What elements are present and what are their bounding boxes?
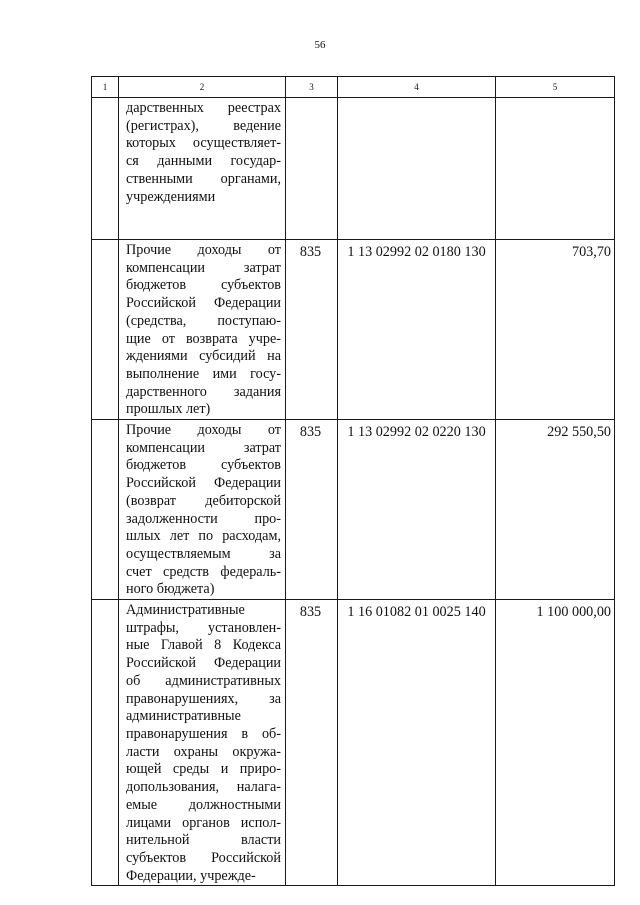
description-line: (возврат дебиторской bbox=[126, 492, 281, 509]
amount-cell: 703,70 bbox=[496, 240, 615, 420]
description-line: правонарушениях, за bbox=[126, 690, 281, 707]
description-line: ся данными государ- bbox=[126, 153, 281, 170]
revenue-table bbox=[91, 76, 615, 886]
budget-classification-code-cell: 1 13 02992 02 0180 130 bbox=[338, 240, 496, 420]
description-line: прошлых лет) bbox=[126, 401, 211, 418]
administrator-code-cell: 835 bbox=[286, 240, 338, 420]
header-col-4: 4 bbox=[338, 77, 496, 98]
description-line: выполнение ими госу- bbox=[126, 365, 281, 382]
row-number-cell bbox=[92, 420, 119, 600]
budget-classification-code-cell bbox=[338, 98, 496, 240]
description-line: бюджетов субъектов bbox=[126, 457, 281, 474]
table-row bbox=[92, 600, 615, 886]
table-row bbox=[92, 98, 615, 240]
administrator-code-cell bbox=[286, 98, 338, 240]
description-line: субъектов Российской bbox=[126, 849, 281, 866]
description-line: которых осуществляет- bbox=[126, 135, 281, 152]
description-line: учреждениями bbox=[126, 188, 216, 205]
description-line: Прочие доходы от bbox=[126, 242, 281, 258]
description-line: компенсации затрат bbox=[126, 439, 281, 456]
description-cell bbox=[119, 600, 286, 886]
description-line: ного бюджета) bbox=[126, 581, 215, 598]
page-number: 56 bbox=[314, 39, 326, 51]
description-line: ственными органами, bbox=[126, 170, 281, 187]
description-line: дарственного задания bbox=[126, 383, 281, 400]
description-line: (регистрах), ведение bbox=[126, 117, 281, 134]
description-line: Российской Федерации bbox=[126, 655, 281, 672]
header-col-5: 5 bbox=[496, 77, 615, 98]
administrator-code-cell: 835 bbox=[286, 600, 338, 886]
description-line: (средства, поступаю- bbox=[126, 312, 281, 329]
description-line: осуществляемым за bbox=[126, 545, 281, 562]
description-line: шлых лет по расходам, bbox=[126, 528, 281, 545]
description-line: ждениями субсидий на bbox=[126, 348, 281, 365]
description-line: Прочие доходы от bbox=[126, 422, 281, 439]
amount-cell: 292 550,50 bbox=[496, 420, 615, 600]
description-line: Федерации, учрежде- bbox=[126, 867, 256, 884]
description-line: допользования, налага- bbox=[126, 779, 281, 796]
description-line: счет средств федераль- bbox=[126, 563, 281, 580]
description-line: ласти охраны окружа- bbox=[126, 743, 281, 760]
table-row bbox=[92, 420, 615, 600]
description-line: компенсации затрат bbox=[126, 259, 281, 276]
header-col-3: 3 bbox=[286, 77, 338, 98]
description-line: Российской Федерации bbox=[126, 295, 281, 312]
description-line: штрафы, установлен- bbox=[126, 619, 281, 636]
description-cell bbox=[119, 98, 286, 240]
description-line: задолженности про- bbox=[126, 510, 281, 527]
budget-classification-code-cell: 1 13 02992 02 0220 130 bbox=[338, 420, 496, 600]
description-line: об административных bbox=[126, 672, 281, 689]
header-col-2: 2 bbox=[119, 77, 286, 98]
administrator-code-cell: 835 bbox=[286, 420, 338, 600]
amount-cell: 1 100 000,00 bbox=[496, 600, 615, 886]
description-line: щие от возврата учре- bbox=[126, 330, 281, 347]
description-line: емые должностными bbox=[126, 796, 281, 813]
table-header-row bbox=[92, 77, 615, 98]
description-line: лицами органов испол- bbox=[126, 814, 281, 831]
description-line: административные bbox=[126, 708, 241, 725]
description-cell bbox=[119, 420, 286, 600]
table-row bbox=[92, 240, 615, 420]
amount-cell bbox=[496, 98, 615, 240]
description-line: дарственных реестрах bbox=[126, 100, 281, 116]
description-line: Российской Федерации bbox=[126, 475, 281, 492]
description-line: нительной власти bbox=[126, 832, 281, 849]
row-number-cell bbox=[92, 600, 119, 886]
header-col-1: 1 bbox=[92, 77, 119, 98]
row-number-cell bbox=[92, 98, 119, 240]
description-line: бюджетов субъектов bbox=[126, 277, 281, 294]
description-cell bbox=[119, 240, 286, 420]
description-line: ные Главой 8 Кодекса bbox=[126, 637, 281, 654]
description-line: Административные bbox=[126, 602, 245, 619]
description-line: правонарушения в об- bbox=[126, 725, 281, 742]
budget-classification-code-cell: 1 16 01082 01 0025 140 bbox=[338, 600, 496, 886]
description-line: ющей среды и приро- bbox=[126, 761, 281, 778]
row-number-cell bbox=[92, 240, 119, 420]
